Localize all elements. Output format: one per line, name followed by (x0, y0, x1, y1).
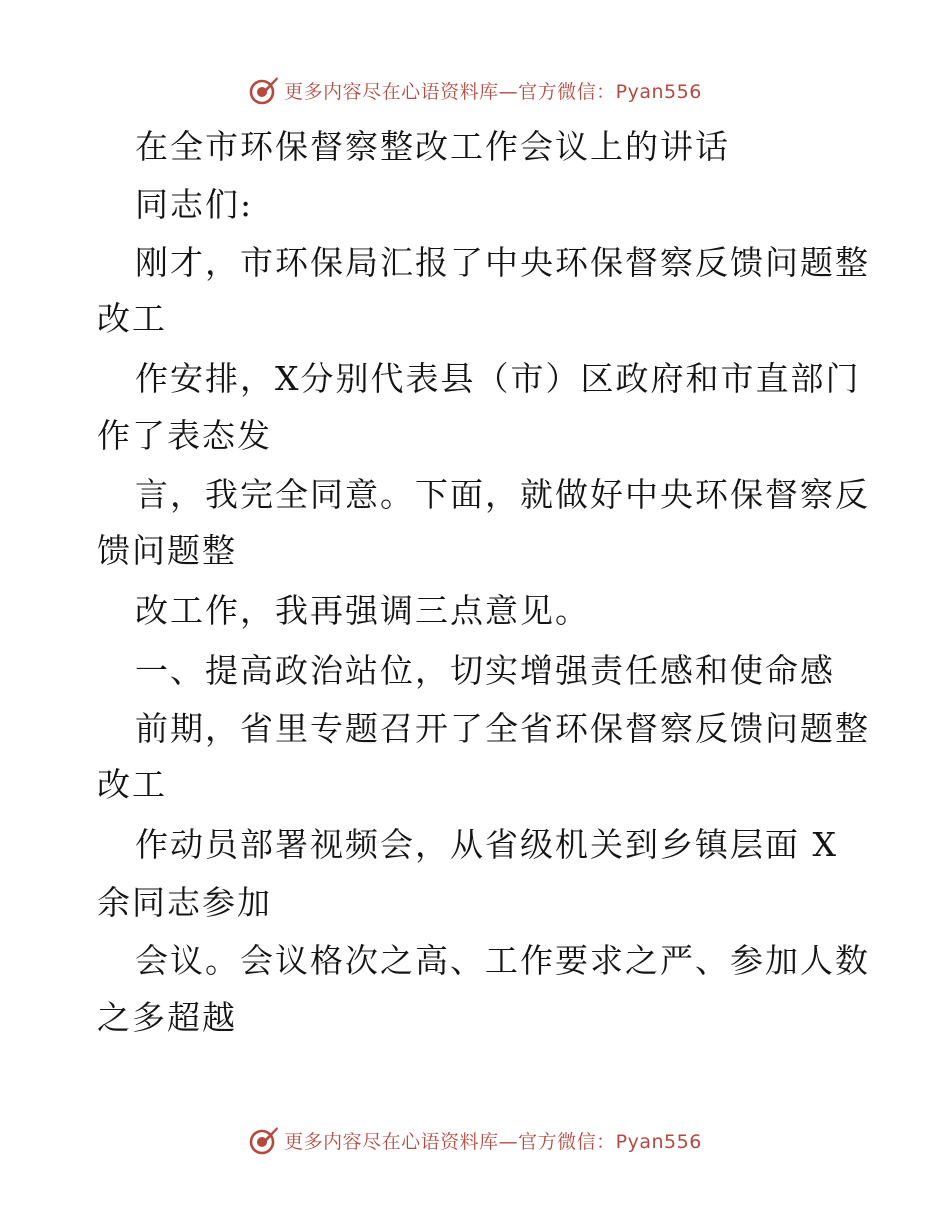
header-banner-text: 更多内容尽在心语资料库—官方微信：Pyan556 (284, 80, 702, 103)
paragraph-line: 余同志参加 (97, 883, 272, 922)
paragraph-line: 言，我完全同意。下面，就做好中央环保督察反 (135, 475, 870, 514)
document-title: 在全市环保督察整改工作会议上的讲话 (135, 127, 730, 166)
header-banner (0, 70, 950, 110)
paragraph-line: 馈问题整 (97, 531, 237, 570)
quill-pen-logo-icon (248, 1124, 280, 1156)
salutation: 同志们: (135, 185, 254, 224)
paragraph-line: 前期，省里专题召开了全省环保督察反馈问题整 (135, 709, 870, 748)
paragraph-line: 之多超越 (97, 998, 237, 1037)
paragraph-line: 会议。会议格次之高、工作要求之严、参加人数 (135, 941, 870, 980)
paragraph-line: 改工 (97, 765, 167, 804)
paragraph-line: 改工 (97, 299, 167, 338)
paragraph-line: 刚才，市环保局汇报了中央环保督察反馈问题整 (135, 243, 870, 282)
paragraph-line: 作动员部署视频会，从省级机关到乡镇层面 X (135, 825, 838, 864)
footer-banner-text: 更多内容尽在心语资料库—官方微信：Pyan556 (284, 1130, 702, 1153)
paragraph-line: 改工作，我再强调三点意见。 (135, 591, 590, 630)
paragraph-line: 作安排，X分别代表县（市）区政府和市直部门 (135, 359, 861, 398)
section-heading: 一、提高政治站位，切实增强责任感和使命感 (135, 651, 835, 690)
paragraph-line: 作了表态发 (97, 416, 272, 455)
quill-pen-logo-icon (248, 74, 280, 106)
footer-banner (0, 1120, 950, 1160)
